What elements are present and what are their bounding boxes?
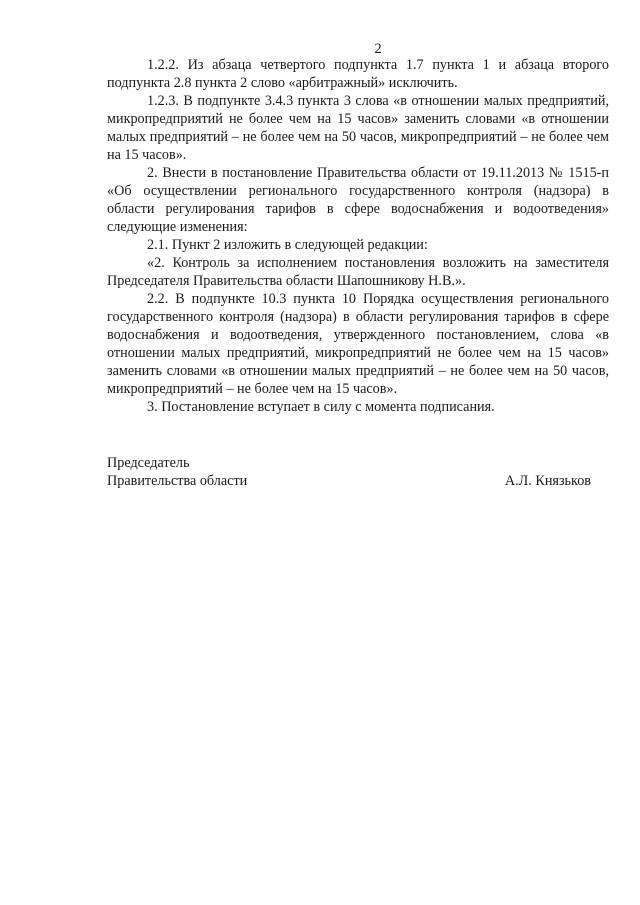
paragraph-2: 2. Внести в постановление Правительства области от 19.11.2013 № 1515-п «Об осуществлении регионального государственного контроля (надзора) в области регулирования тарифов в сфере водоснабжения и водоотведения» следующие изменения: [107,165,609,235]
document-body [107,56,609,416]
paragraph-2-1: 2.1. Пункт 2 изложить в следующей редакции: [147,237,428,253]
signatory-title-line2: Правительства области [107,473,248,489]
paragraph-2-2: 2.2. В подпункте 10.3 пункта 10 Порядка осуществления регионального государственного контроля (надзора) в области регулирования тарифов в сфере водоснабжения и водоотведения, утвержденного постановлением, слова «в отношении малых предприятий, микропредприятий не более чем на 15 часов» заменить словами «в отношении малых предприятий – не более чем на 50 часов, микропредприятий – не более чем на 15 часов». [107,291,609,397]
signatory-title-line1: Председатель [107,455,190,471]
paragraph-2-1-quote: «2. Контроль за исполнением постановления возложить на заместителя Председателя Правительства области Шапошникову Н.В.». [107,255,609,289]
signature-block [107,454,591,490]
paragraph-1-2-2: 1.2.2. Из абзаца четвертого подпункта 1.7 пункта 1 и абзаца второго подпункта 2.8 пункта 2 слово «арбитражный» исключить. [107,57,609,91]
page-number: 2 [374,41,382,57]
signatory-name: А.Л. Князьков [504,473,591,489]
paragraph-1-2-3: 1.2.3. В подпункте 3.4.3 пункта 3 слова «в отношении малых предприятий, микропредприятий не более чем на 15 часов» заменить словами «в отношении малых предприятий – не более чем на 50 часов, микропредприятий – не более чем на 15 часов». [107,93,609,163]
signature-row [107,472,591,490]
paragraph-3: 3. Постановление вступает в силу с момента подписания. [147,399,495,415]
